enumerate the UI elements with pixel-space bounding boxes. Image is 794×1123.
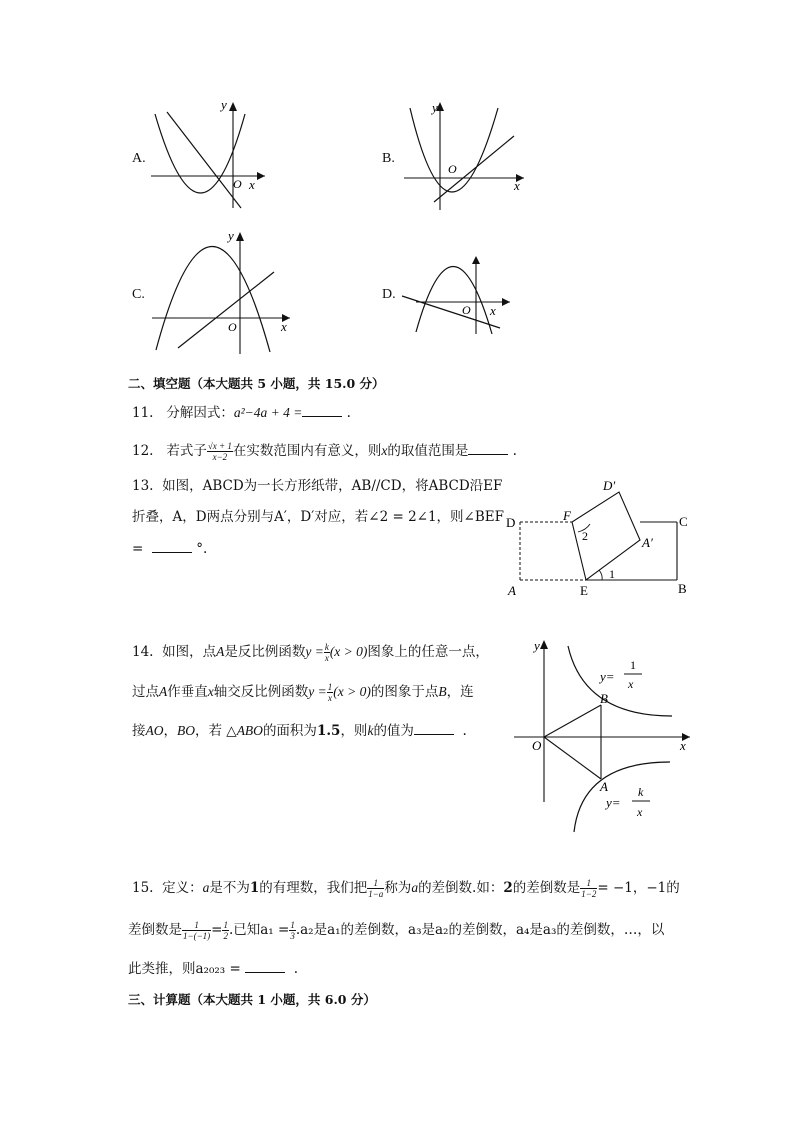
- question-text: 在实数范围内有意义，则: [232, 443, 382, 459]
- answer-blank[interactable]: [245, 958, 285, 973]
- figure-folded-rectangle: [500, 474, 700, 599]
- point-a-prime-label: A′: [642, 535, 653, 550]
- fraction-numerator: k: [324, 642, 329, 652]
- question-text: ，连: [446, 684, 474, 700]
- variable: x: [381, 443, 388, 458]
- fraction-numerator: 1: [580, 878, 597, 889]
- question-text: ，则: [340, 723, 368, 739]
- origin-label: O: [532, 738, 542, 753]
- question-text: .a₂是a₁的差倒数，a₃是a₂的差倒数，a₄是a₃的差倒数，…，以: [295, 922, 665, 938]
- curve-label-2-num: k: [638, 785, 644, 799]
- question-number: 12.: [132, 443, 154, 459]
- answer-blank[interactable]: [468, 440, 508, 455]
- axis-x-label: x: [514, 178, 520, 193]
- curve-label-2-lhs: y=: [606, 795, 621, 810]
- axis-x-label: x: [281, 319, 287, 334]
- fraction-numerator: 1: [182, 920, 211, 931]
- axis-y-label: y: [534, 638, 540, 653]
- question-number: 15.: [132, 880, 154, 896]
- fraction-denominator: x: [324, 653, 329, 663]
- equals: =: [132, 541, 144, 557]
- question-11: [132, 402, 351, 423]
- question-text: 的差倒数.如：: [418, 880, 504, 896]
- fraction: [367, 878, 384, 899]
- point-d-prime-label: D′: [603, 478, 616, 493]
- axis-y-label: y: [432, 100, 438, 115]
- math-expression: y =: [305, 644, 324, 659]
- math-expression: (x > 0): [333, 684, 371, 699]
- variable: A: [216, 644, 225, 659]
- graph-option-c: [150, 228, 295, 356]
- question-text: 差倒数是: [128, 922, 182, 938]
- variable: k: [367, 723, 374, 738]
- figure-inverse-proportion: [512, 636, 694, 836]
- fraction-numerator: √x + 1: [207, 441, 232, 451]
- point-d-label: D: [506, 515, 516, 530]
- question-15-line-3: [128, 958, 298, 979]
- question-text: 轴交反比例函数: [213, 684, 309, 700]
- fraction-denominator: 1−a: [368, 889, 384, 899]
- question-text: 分解因式：: [166, 405, 234, 421]
- degree-sign: °.: [196, 541, 208, 557]
- punct: .: [462, 723, 467, 739]
- question-text: 作垂直: [167, 684, 208, 700]
- question-text: 图象上的任意一点，: [367, 644, 489, 660]
- point-c-label: C: [679, 514, 688, 529]
- question-15-line-1: [132, 878, 680, 899]
- option-b-label: B.: [382, 151, 395, 166]
- fraction: [182, 920, 211, 941]
- question-13-line-1: [132, 476, 502, 496]
- axis-x-label: x: [680, 738, 686, 753]
- value: 1.5: [316, 723, 341, 739]
- value: 1: [249, 880, 260, 896]
- punct: .: [346, 405, 351, 421]
- angle-2-label: 2: [582, 529, 588, 543]
- point-a-label: A: [600, 779, 608, 794]
- question-text: 过点: [132, 684, 159, 700]
- question-13-line-2: 折叠，A，D两点分别与A′，D′对应，若∠2 = 2∠1，则∠BEF: [132, 509, 505, 525]
- point-a-label: A: [508, 583, 516, 598]
- option-d-label: D.: [382, 287, 396, 302]
- question-text: 接: [132, 723, 146, 739]
- point-f-label: F: [563, 508, 571, 523]
- question-text: 定义：: [162, 880, 203, 896]
- question-text: = −1，−1的: [597, 880, 680, 896]
- punct: ，: [163, 723, 177, 739]
- question-text: 的图象于点: [370, 684, 439, 700]
- fraction-denominator: x−2: [212, 452, 228, 462]
- question-text: 称为: [384, 880, 412, 896]
- answer-blank[interactable]: [414, 720, 454, 735]
- curve-label-1-lhs: y=: [600, 669, 615, 684]
- section-2-title: 二、填空题（本大题共 5 小题，共 15.0 分）: [128, 376, 385, 391]
- axis-y-label: y: [228, 228, 234, 243]
- question-13-line-3: [132, 538, 207, 559]
- variable: a: [202, 880, 210, 895]
- math-expression: a²−4a + 4 =: [233, 405, 303, 420]
- fraction-denominator: 1−(−1): [183, 931, 211, 941]
- graph-option-a: [145, 100, 270, 212]
- question-text: 是反比例函数: [224, 644, 306, 660]
- question-text: 的取值范围是: [387, 443, 469, 459]
- variable: x: [207, 684, 214, 699]
- origin-label: O: [228, 320, 237, 334]
- fraction-numerator: 1: [327, 682, 333, 692]
- origin-label: O: [462, 303, 471, 317]
- variable: ABO: [236, 723, 263, 738]
- graph-option-d: [400, 282, 515, 337]
- variable: B: [438, 684, 447, 699]
- fraction-numerator: 1: [223, 920, 228, 930]
- answer-blank[interactable]: [152, 538, 192, 553]
- graph-option-b: [398, 100, 528, 212]
- math-expression: (x > 0): [329, 644, 368, 659]
- axis-y-label: y: [221, 100, 227, 112]
- angle-1-label: 1: [609, 567, 615, 581]
- question-text: 若式子: [166, 443, 207, 459]
- question-text: 如图，点: [162, 644, 217, 660]
- variable: a: [411, 880, 419, 895]
- point-b-label: B: [600, 691, 608, 706]
- equals: =: [211, 922, 223, 938]
- fraction-denominator: x: [327, 693, 332, 703]
- curve-label-1-num: 1: [630, 658, 636, 672]
- variable: A: [159, 684, 168, 699]
- question-number: 11.: [132, 405, 154, 421]
- question-14-line-2: [132, 682, 474, 703]
- fraction: [580, 878, 597, 899]
- question-number: 13.: [132, 478, 154, 494]
- question-text: ，若 △: [195, 723, 237, 739]
- question-text: 的面积为: [262, 723, 317, 739]
- fraction-numerator: 1: [290, 920, 295, 930]
- variable: AO: [145, 723, 164, 738]
- question-text: 如图，ABCD为一长方形纸带，AB//CD，将ABCD沿EF: [162, 478, 503, 494]
- point-b-label: B: [678, 581, 687, 596]
- curve-label-1-den: x: [628, 677, 634, 691]
- option-c-label: C.: [132, 287, 145, 302]
- fraction: [207, 441, 233, 462]
- axis-x-label: x: [490, 303, 496, 318]
- math-expression: y =: [308, 684, 327, 699]
- question-text: 的差倒数是: [512, 880, 581, 896]
- variable: BO: [177, 723, 195, 738]
- question-text: 的有理数，我们把: [259, 880, 368, 896]
- fraction-denominator: 2: [223, 931, 228, 941]
- punct: .: [512, 443, 517, 459]
- punct: .: [293, 961, 298, 977]
- axis-x-label: x: [249, 177, 255, 192]
- fraction-numerator: 1: [367, 878, 384, 889]
- point-e-label: E: [580, 583, 588, 598]
- question-text: 的值为: [373, 723, 414, 739]
- section-3-title: 三、计算题（本大题共 1 小题，共 6.0 分）: [128, 992, 376, 1007]
- answer-blank[interactable]: [302, 402, 342, 417]
- question-14-line-1: [132, 642, 489, 663]
- value: 2: [503, 880, 513, 896]
- origin-label: O: [448, 162, 457, 176]
- question-text: 是不为: [209, 880, 250, 896]
- question-14-line-3: [132, 720, 467, 741]
- origin-label: O: [233, 177, 242, 191]
- question-text: 此类推，则a₂₀₂₃ =: [128, 961, 241, 977]
- fraction-denominator: 1−2: [581, 889, 597, 899]
- option-a-label: A.: [132, 151, 146, 166]
- question-number: 14.: [132, 644, 154, 660]
- question-15-line-2: [128, 920, 664, 941]
- question-text: .已知a₁ =: [228, 922, 290, 938]
- fraction-denominator: 3: [290, 931, 295, 941]
- curve-label-2-den: x: [637, 805, 643, 819]
- question-12: [132, 440, 517, 462]
